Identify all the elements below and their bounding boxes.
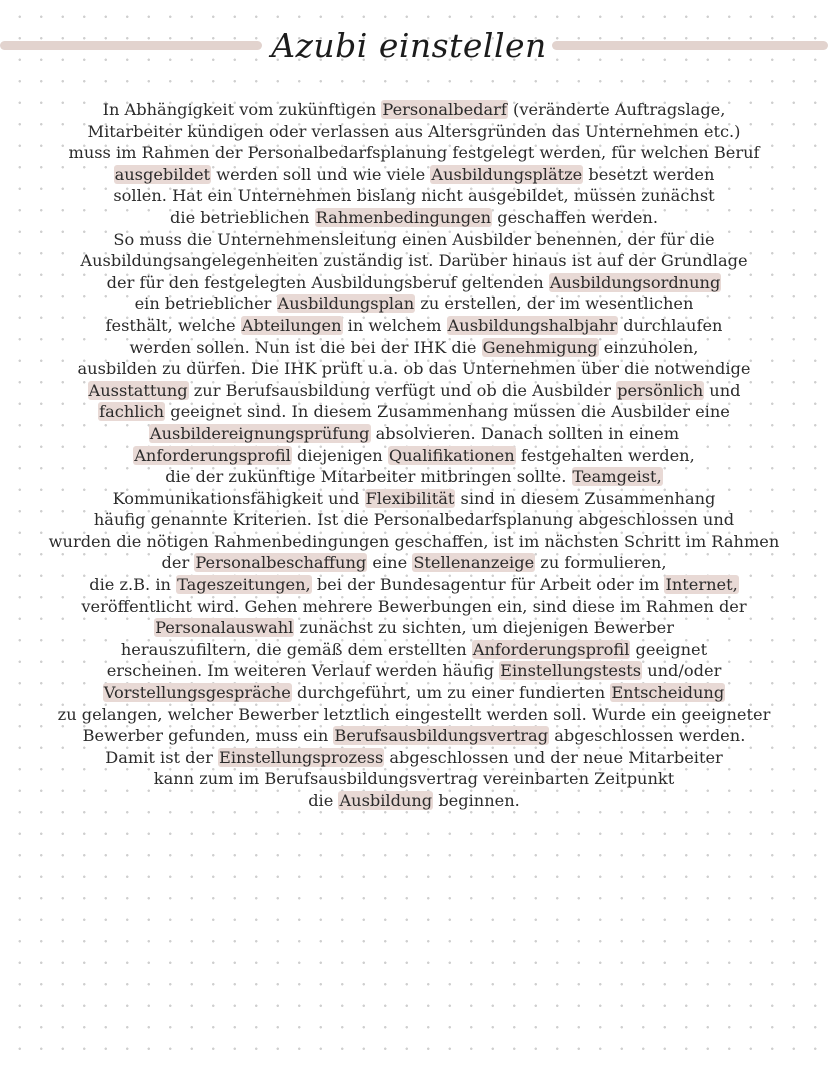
text-segment: die z.B. in — [89, 575, 177, 595]
text-line — [0, 142, 828, 164]
text-segment: erscheinen. Im weiteren Verlauf werden häufig — [106, 661, 500, 681]
text-segment: Mitarbeiter kündigen oder verlassen aus Altersgründen das Unternehmen etc.) — [87, 121, 741, 141]
highlighted-keyword: Anforderungsprofil — [472, 639, 630, 659]
text-segment: sind in diesem Zusammenhang — [455, 488, 716, 508]
text-segment: geschaffen werden. — [492, 207, 658, 227]
highlighted-keyword: Flexibilität — [365, 488, 455, 508]
text-line — [0, 358, 828, 380]
text-segment: festgehalten werden, — [515, 445, 695, 465]
page-title: Azubi einstellen — [271, 26, 547, 65]
title-bar — [0, 22, 828, 72]
highlighted-keyword: persönlich — [617, 380, 704, 400]
text-segment: muss im Rahmen der Personalbedarfsplanung festgelegt werden, für welchen Beruf — [68, 143, 760, 163]
text-line — [0, 229, 828, 251]
text-line — [0, 531, 828, 553]
highlighted-keyword: Einstellungsprozess — [219, 747, 384, 767]
text-line — [0, 466, 828, 488]
text-segment: wurden die nötigen Rahmenbedingungen geschaffen, ist im nächsten Schritt im Rahmen — [48, 531, 780, 551]
body-paragraph — [0, 99, 828, 812]
text-segment: und — [704, 380, 741, 400]
highlighted-keyword: Rahmenbedingungen — [315, 207, 492, 227]
text-segment: festhält, welche — [105, 315, 241, 335]
text-segment: zu erstellen, der im wesentlichen — [415, 294, 694, 314]
text-segment: der für den festgelegten Ausbildungsberuf geltenden — [106, 272, 549, 292]
text-segment: der — [161, 553, 195, 573]
text-segment: veröffentlicht wird. Gehen mehrere Bewerbungen ein, sind diese im Rahmen der — [81, 596, 747, 616]
text-line — [0, 207, 828, 229]
text-line — [0, 185, 828, 207]
text-segment: in welchem — [342, 315, 447, 335]
highlighted-keyword: Genehmigung — [482, 337, 598, 357]
highlighted-keyword: Stellenanzeige — [413, 553, 535, 573]
text-segment: sollen. Hat ein Unternehmen bislang nicht ausgebildet, müssen zunächst — [113, 186, 715, 206]
text-line — [0, 445, 828, 467]
text-segment: zu formulieren, — [535, 553, 667, 573]
text-segment: die betrieblichen — [170, 207, 315, 227]
text-line — [0, 704, 828, 726]
text-segment: werden sollen. Nun ist die bei der IHK die — [129, 337, 482, 357]
highlighted-keyword: Entscheidung — [611, 683, 725, 703]
text-segment: ausbilden zu dürfen. Die IHK prüft u.a. ob das Unternehmen über die notwendige — [77, 359, 751, 379]
text-segment: und/oder — [642, 661, 722, 681]
text-line — [0, 682, 828, 704]
highlighted-keyword: Teamgeist, — [572, 467, 662, 487]
text-segment: geeignet — [630, 639, 708, 659]
text-segment: beginnen. — [433, 791, 520, 810]
text-segment: eine — [367, 553, 413, 573]
text-segment: häufig genannte Kriterien. Ist die Personalbedarfsplanung abgeschlossen und — [93, 510, 735, 530]
text-line — [0, 596, 828, 618]
text-segment: geeignet sind. In diesem Zusammenhang müssen die Ausbilder eine — [165, 402, 730, 422]
title-underline-right — [552, 41, 828, 50]
text-line — [0, 380, 828, 402]
highlighted-keyword: Ausbildungshalbjahr — [447, 315, 618, 335]
text-segment: ein betrieblicher — [134, 294, 277, 314]
text-line — [0, 293, 828, 315]
text-segment: werden soll und wie viele — [211, 164, 431, 184]
text-segment: zu gelangen, welcher Bewerber letztlich eingestellt werden soll. Wurde ein geeigneter — [57, 704, 771, 724]
text-segment: Kommunikationsfähigkeit und — [112, 488, 365, 508]
highlighted-keyword: Personalbedarf — [382, 100, 507, 119]
highlighted-keyword: Berufsausbildungsvertrag — [334, 726, 549, 746]
highlighted-keyword: Tageszeitungen, — [177, 575, 311, 595]
text-line — [0, 725, 828, 747]
title-underline-left — [0, 41, 262, 50]
text-segment: abgeschlossen und der neue Mitarbeiter — [384, 747, 723, 767]
text-line — [0, 401, 828, 423]
text-segment: diejenigen — [291, 445, 388, 465]
text-segment: bei der Bundesagentur für Arbeit oder im — [311, 575, 665, 595]
text-line — [0, 121, 828, 143]
text-segment: Ausbildungsangelegenheiten zuständig ist. Darüber hinaus ist auf der Grundlage — [80, 251, 748, 271]
highlighted-keyword: Ausbildungsplätze — [431, 164, 583, 184]
highlighted-keyword: Ausbildung — [339, 791, 433, 810]
text-line — [0, 99, 828, 121]
highlighted-keyword: Internet, — [665, 575, 738, 595]
highlighted-keyword: Ausbildungsplan — [277, 294, 415, 314]
highlighted-keyword: Ausstattung — [88, 380, 188, 400]
highlighted-keyword: ausgebildet — [114, 164, 211, 184]
text-segment: (veränderte Auftragslage, — [507, 100, 726, 119]
text-line — [0, 617, 828, 639]
text-line — [0, 315, 828, 337]
highlighted-keyword: Ausbildungsordnung — [549, 272, 721, 292]
text-line — [0, 639, 828, 661]
text-segment: die der zukünftige Mitarbeiter mitbringen sollte. — [165, 467, 572, 487]
highlighted-keyword: Einstellungstests — [500, 661, 642, 681]
highlighted-keyword: Abteilungen — [241, 315, 342, 335]
text-line — [0, 272, 828, 294]
text-line — [0, 423, 828, 445]
text-line — [0, 488, 828, 510]
text-segment: Bewerber gefunden, muss ein — [82, 726, 334, 746]
text-segment: einzuholen, — [598, 337, 699, 357]
text-segment: Damit ist der — [105, 747, 218, 767]
text-segment: die — [308, 791, 339, 810]
text-segment: zunächst zu sichten, um diejenigen Bewerber — [294, 618, 674, 638]
text-segment: durchgeführt, um zu einer fundierten — [291, 683, 611, 703]
highlighted-keyword: Qualifikationen — [388, 445, 515, 465]
highlighted-keyword: fachlich — [99, 402, 165, 422]
text-line — [0, 552, 828, 574]
text-line — [0, 790, 828, 812]
text-line — [0, 164, 828, 186]
text-line — [0, 509, 828, 531]
highlighted-keyword: Personalauswahl — [155, 618, 294, 638]
text-line — [0, 337, 828, 359]
text-segment: absolvieren. Danach sollten in einem — [370, 423, 680, 443]
text-line — [0, 768, 828, 790]
text-segment: abgeschlossen werden. — [549, 726, 746, 746]
highlighted-keyword: Personalbeschaffung — [195, 553, 367, 573]
text-segment: kann zum im Berufsausbildungsvertrag vereinbarten Zeitpunkt — [153, 769, 675, 789]
text-segment: besetzt werden — [583, 164, 715, 184]
text-line — [0, 747, 828, 769]
highlighted-keyword: Anforderungsprofil — [134, 445, 291, 465]
highlighted-keyword: Vorstellungsgespräche — [103, 683, 291, 703]
text-line — [0, 574, 828, 596]
text-segment: durchlaufen — [618, 315, 723, 335]
text-line — [0, 250, 828, 272]
text-segment: In Abhängigkeit vom zukünftigen — [102, 100, 382, 119]
text-segment: So muss die Unternehmensleitung einen Ausbilder benennen, der für die — [113, 229, 715, 249]
highlighted-keyword: Ausbildereignungsprüfung — [149, 423, 370, 443]
text-segment: herauszufiltern, die gemäß dem erstellten — [120, 639, 472, 659]
text-line — [0, 660, 828, 682]
text-segment: zur Berufsausbildung verfügt und ob die Ausbilder — [188, 380, 617, 400]
